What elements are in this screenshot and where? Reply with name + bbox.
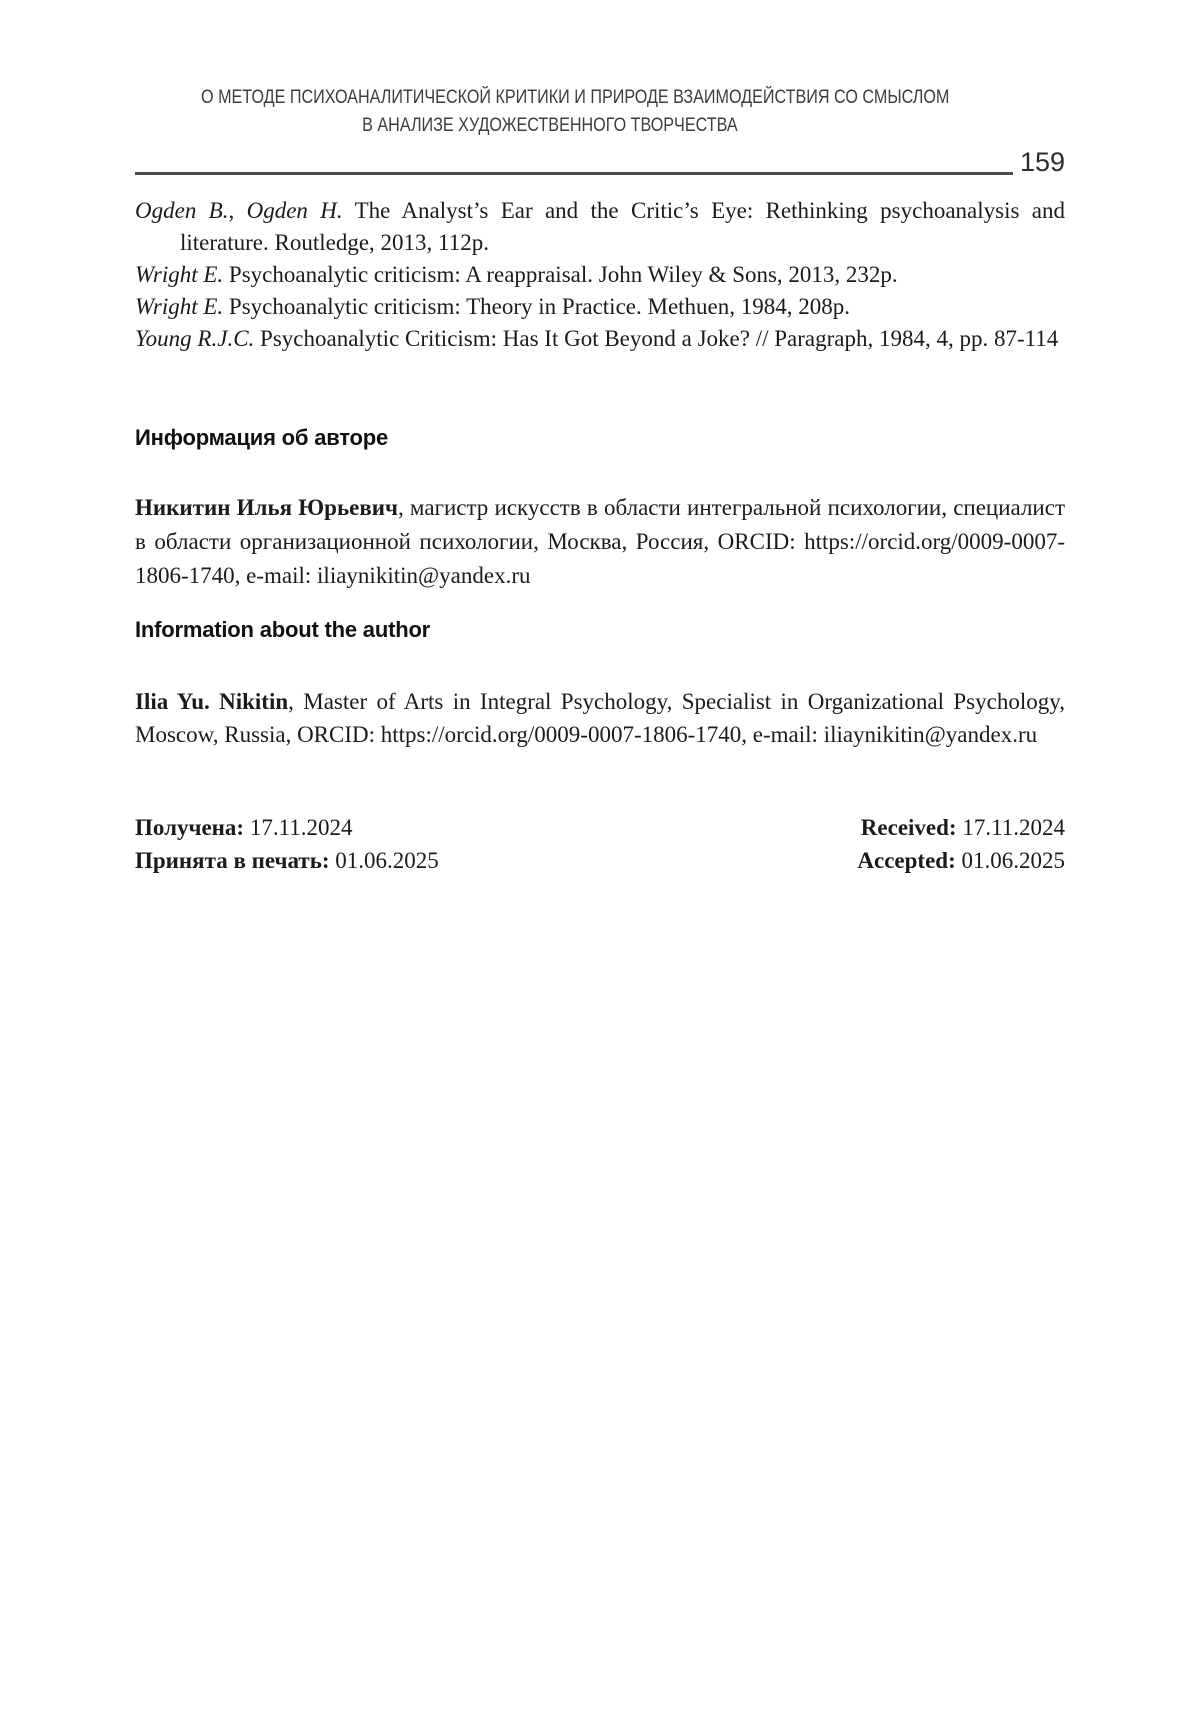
reference-entry [135,323,1065,355]
accepted-label-ru: Принята в печать: [135,848,330,873]
reference-authors: Wright E. [135,294,224,319]
dates-ru [135,811,439,877]
author-info-en-paragraph [135,685,1065,751]
reference-entry [135,259,1065,291]
reference-text: Psychoanalytic criticism: Theory in Practice. Methuen, 1984, 208p. [223,294,851,319]
dates-block [135,811,1065,877]
running-title-line1: О МЕТОДЕ ПСИХОАНАЛИТИЧЕСКОЙ КРИТИКИ И ПРИРОДЕ ВЗАИМОДЕЙСТВИЯ СО СМЫСЛОМ [201,87,950,108]
accepted-value-ru: 01.06.2025 [335,848,439,873]
accepted-label-en: Accepted: [857,848,956,873]
reference-text: Psychoanalytic criticism: A reappraisal. John Wiley & Sons, 2013, 232p. [223,262,898,287]
received-value-ru: 17.11.2024 [249,815,353,840]
reference-authors: Young R.J.C. [135,326,255,351]
reference-text: The Analyst’s Ear and the Critic’s Eye: Rethinking psychoanalysis and literature. Routledge, 2013, 112p. [180,198,1065,255]
header-rule [135,172,1013,175]
received-label-ru: Получена: [135,815,245,840]
received-value-en: 17.11.2024 [962,815,1065,840]
reference-text: Psychoanalytic Criticism: Has It Got Beyond a Joke? // Paragraph, 1984, 4, pp. 87-114 [254,326,1059,351]
reference-authors: Wright E. [135,262,224,287]
author-info-ru-heading: Информация об авторе [135,425,389,450]
author-info-ru-paragraph [135,491,1065,593]
reference-entry [135,195,1065,259]
accepted-value-en: 01.06.2025 [961,848,1065,873]
references-list [135,195,1065,355]
dates-en [857,811,1065,877]
author-details-ru: , магистр искусств в области интегральной психологии, специалист в области организационной психологии, Москва, Россия, ORCID: https://orcid.org/0009-0007-1806-1740, e-mail: iliaynikitin@yandex.ru [135,495,1065,588]
author-info-en-heading: Information about the author [135,617,431,642]
reference-entry [135,291,1065,323]
accepted-date-ru [135,844,439,877]
author-name-en: Ilia Yu. Nikitin [135,689,289,714]
received-label-en: Received: [860,815,957,840]
received-date-en [857,811,1065,844]
header-rule-row [135,148,1065,175]
reference-authors: Ogden B., Ogden H. [135,198,343,223]
running-title [135,84,965,140]
page-header [135,0,1065,175]
accepted-date-en [857,844,1065,877]
received-date-ru [135,811,439,844]
running-title-line2: В АНАЛИЗЕ ХУДОЖЕСТВЕННОГО ТВОРЧЕСТВА [362,115,738,136]
page-number: 159 [1019,147,1065,177]
author-name-ru: Никитин Илья Юрьевич [135,495,398,520]
author-details-en: , Master of Arts in Integral Psychology, Specialist in Organizational Psychology, Moscow, Russia, ORCID: https://orcid.org/0009-0007-1806-1740, e-mail: iliaynikitin@yandex.ru [135,689,1065,747]
